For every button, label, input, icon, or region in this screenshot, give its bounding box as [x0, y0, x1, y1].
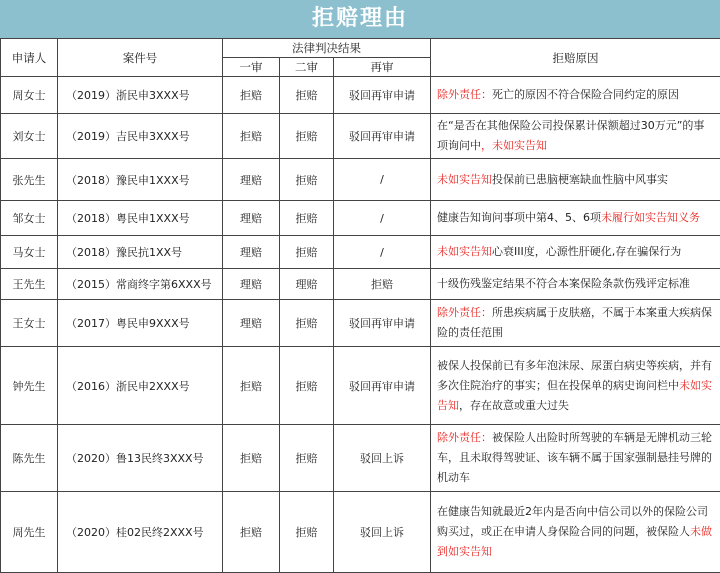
reason-text: 被保人投保前已有多年泡沫尿、尿蛋白病史等疾病，并有多次住院治疗的事实；但在投保单的病史询问栏中 [437, 359, 712, 392]
first-trial-cell: 拒赔 [223, 347, 280, 425]
table-row [1, 269, 720, 300]
reason-cell [431, 159, 720, 201]
second-trial-cell: 拒赔 [280, 159, 334, 201]
second-trial-cell: 拒赔 [280, 114, 334, 159]
case-number-cell: （2018）豫民申1XXX号 [58, 159, 223, 201]
retrial-cell: 驳回再审申请 [334, 114, 431, 159]
reason-highlight: 除外责任： [437, 88, 492, 101]
first-trial-cell: 理赔 [223, 236, 280, 269]
first-trial-cell: 拒赔 [223, 77, 280, 114]
reason-cell [431, 114, 720, 159]
table-row [1, 77, 720, 114]
retrial-cell: 驳回上诉 [334, 425, 431, 492]
reason-highlight: 未如实告知 [437, 245, 492, 258]
case-number-cell: （2020）鲁13民终3XXX号 [58, 425, 223, 492]
case-number-cell: （2018）豫民抗1XX号 [58, 236, 223, 269]
second-trial-cell: 拒赔 [280, 77, 334, 114]
second-trial-cell: 理赔 [280, 269, 334, 300]
second-trial-cell: 拒赔 [280, 201, 334, 236]
case-number-cell: （2019）浙民申3XXX号 [58, 77, 223, 114]
reason-text: 在“是否在其他保险公司投保累计保额超过30万元”的事项询问中 [437, 119, 704, 152]
case-number-cell: （2020）桂02民终2XXX号 [58, 492, 223, 573]
retrial-cell: / [334, 201, 431, 236]
retrial-cell: 驳回再审申请 [334, 300, 431, 347]
applicant-cell: 王先生 [1, 269, 58, 300]
first-trial-cell: 拒赔 [223, 114, 280, 159]
reason-highlight: 未做到如实告知 [437, 525, 712, 558]
case-number-cell: （2018）粤民申1XXX号 [58, 201, 223, 236]
reason-text: 所患疾病属于皮肤癌，不属于本案重大疾病保险的责任范围 [437, 306, 712, 339]
retrial-cell: / [334, 236, 431, 269]
table-row [1, 201, 720, 236]
reason-cell [431, 77, 720, 114]
reason-cell [431, 347, 720, 425]
reason-cell [431, 236, 720, 269]
case-number-cell: （2017）粤民申9XXX号 [58, 300, 223, 347]
header-reason: 拒赔原因 [431, 39, 720, 77]
page-title: 拒赔理由 [0, 0, 720, 38]
table-row [1, 159, 720, 201]
header-case-no: 案件号 [58, 39, 223, 77]
applicant-cell: 周先生 [1, 492, 58, 573]
reason-highlight: ，未如实告知 [481, 139, 547, 152]
table-row [1, 300, 720, 347]
second-trial-cell: 拒赔 [280, 300, 334, 347]
applicant-cell: 陈先生 [1, 425, 58, 492]
header-retrial: 再审 [334, 58, 431, 77]
first-trial-cell: 拒赔 [223, 492, 280, 573]
reason-text: 投保前已患脑梗塞缺血性脑中风事实 [492, 173, 668, 186]
reason-cell [431, 492, 720, 573]
applicant-cell: 钟先生 [1, 347, 58, 425]
table-row [1, 425, 720, 492]
reason-highlight: 未如实告知 [437, 379, 712, 412]
reason-text: 死亡的原因不符合保险合同约定的原因 [492, 88, 679, 101]
applicant-cell: 马女士 [1, 236, 58, 269]
reason-text: 被保险人出险时所驾驶的车辆是无牌机动三轮车，且未取得驾驶证、该车辆不属于国家强制悬挂号牌的机动车 [437, 431, 712, 484]
reason-highlight: 除外责任： [437, 431, 492, 444]
retrial-cell: 拒赔 [334, 269, 431, 300]
applicant-cell: 周女士 [1, 77, 58, 114]
applicant-cell: 王女士 [1, 300, 58, 347]
reason-highlight: 未如实告知 [437, 173, 492, 186]
reason-highlight: 除外责任： [437, 306, 492, 319]
table-row [1, 347, 720, 425]
reason-cell [431, 425, 720, 492]
reason-text: 心衰III度，心源性肝硬化,存在骗保行为 [492, 245, 681, 258]
reason-text: 十级伤残鉴定结果不符合本案保险条款伤残评定标准 [437, 277, 690, 290]
reason-cell [431, 269, 720, 300]
reason-cell [431, 300, 720, 347]
table-row [1, 236, 720, 269]
retrial-cell: / [334, 159, 431, 201]
first-trial-cell: 拒赔 [223, 425, 280, 492]
first-trial-cell: 理赔 [223, 159, 280, 201]
reason-text: ，存在故意或重大过失 [459, 399, 569, 412]
second-trial-cell: 拒赔 [280, 347, 334, 425]
reason-highlight: 未履行如实告知义务 [601, 211, 700, 224]
table-row [1, 114, 720, 159]
second-trial-cell: 拒赔 [280, 425, 334, 492]
case-number-cell: （2019）吉民申3XXX号 [58, 114, 223, 159]
first-trial-cell: 理赔 [223, 269, 280, 300]
first-trial-cell: 理赔 [223, 300, 280, 347]
second-trial-cell: 拒赔 [280, 236, 334, 269]
header-first-trial: 一审 [223, 58, 280, 77]
case-number-cell: （2015）常商终字第6XXX号 [58, 269, 223, 300]
header-judgment: 法律判决结果 [223, 39, 431, 58]
header-applicant: 申请人 [1, 39, 58, 77]
applicant-cell: 邹女士 [1, 201, 58, 236]
second-trial-cell: 拒赔 [280, 492, 334, 573]
reason-text: 健康告知询问事项中第4、5、6项 [437, 211, 601, 224]
case-number-cell: （2016）浙民申2XXX号 [58, 347, 223, 425]
retrial-cell: 驳回上诉 [334, 492, 431, 573]
applicant-cell: 张先生 [1, 159, 58, 201]
header-second-trial: 二审 [280, 58, 334, 77]
applicant-cell: 刘女士 [1, 114, 58, 159]
claim-denial-table [0, 38, 720, 573]
table-row [1, 492, 720, 573]
retrial-cell: 驳回再审申请 [334, 347, 431, 425]
retrial-cell: 驳回再审申请 [334, 77, 431, 114]
first-trial-cell: 理赔 [223, 201, 280, 236]
reason-text: 在健康告知就最近2年内是否向中信公司以外的保险公司购买过，或正在申请人身保险合同的问题，被保险人 [437, 505, 708, 538]
reason-cell [431, 201, 720, 236]
